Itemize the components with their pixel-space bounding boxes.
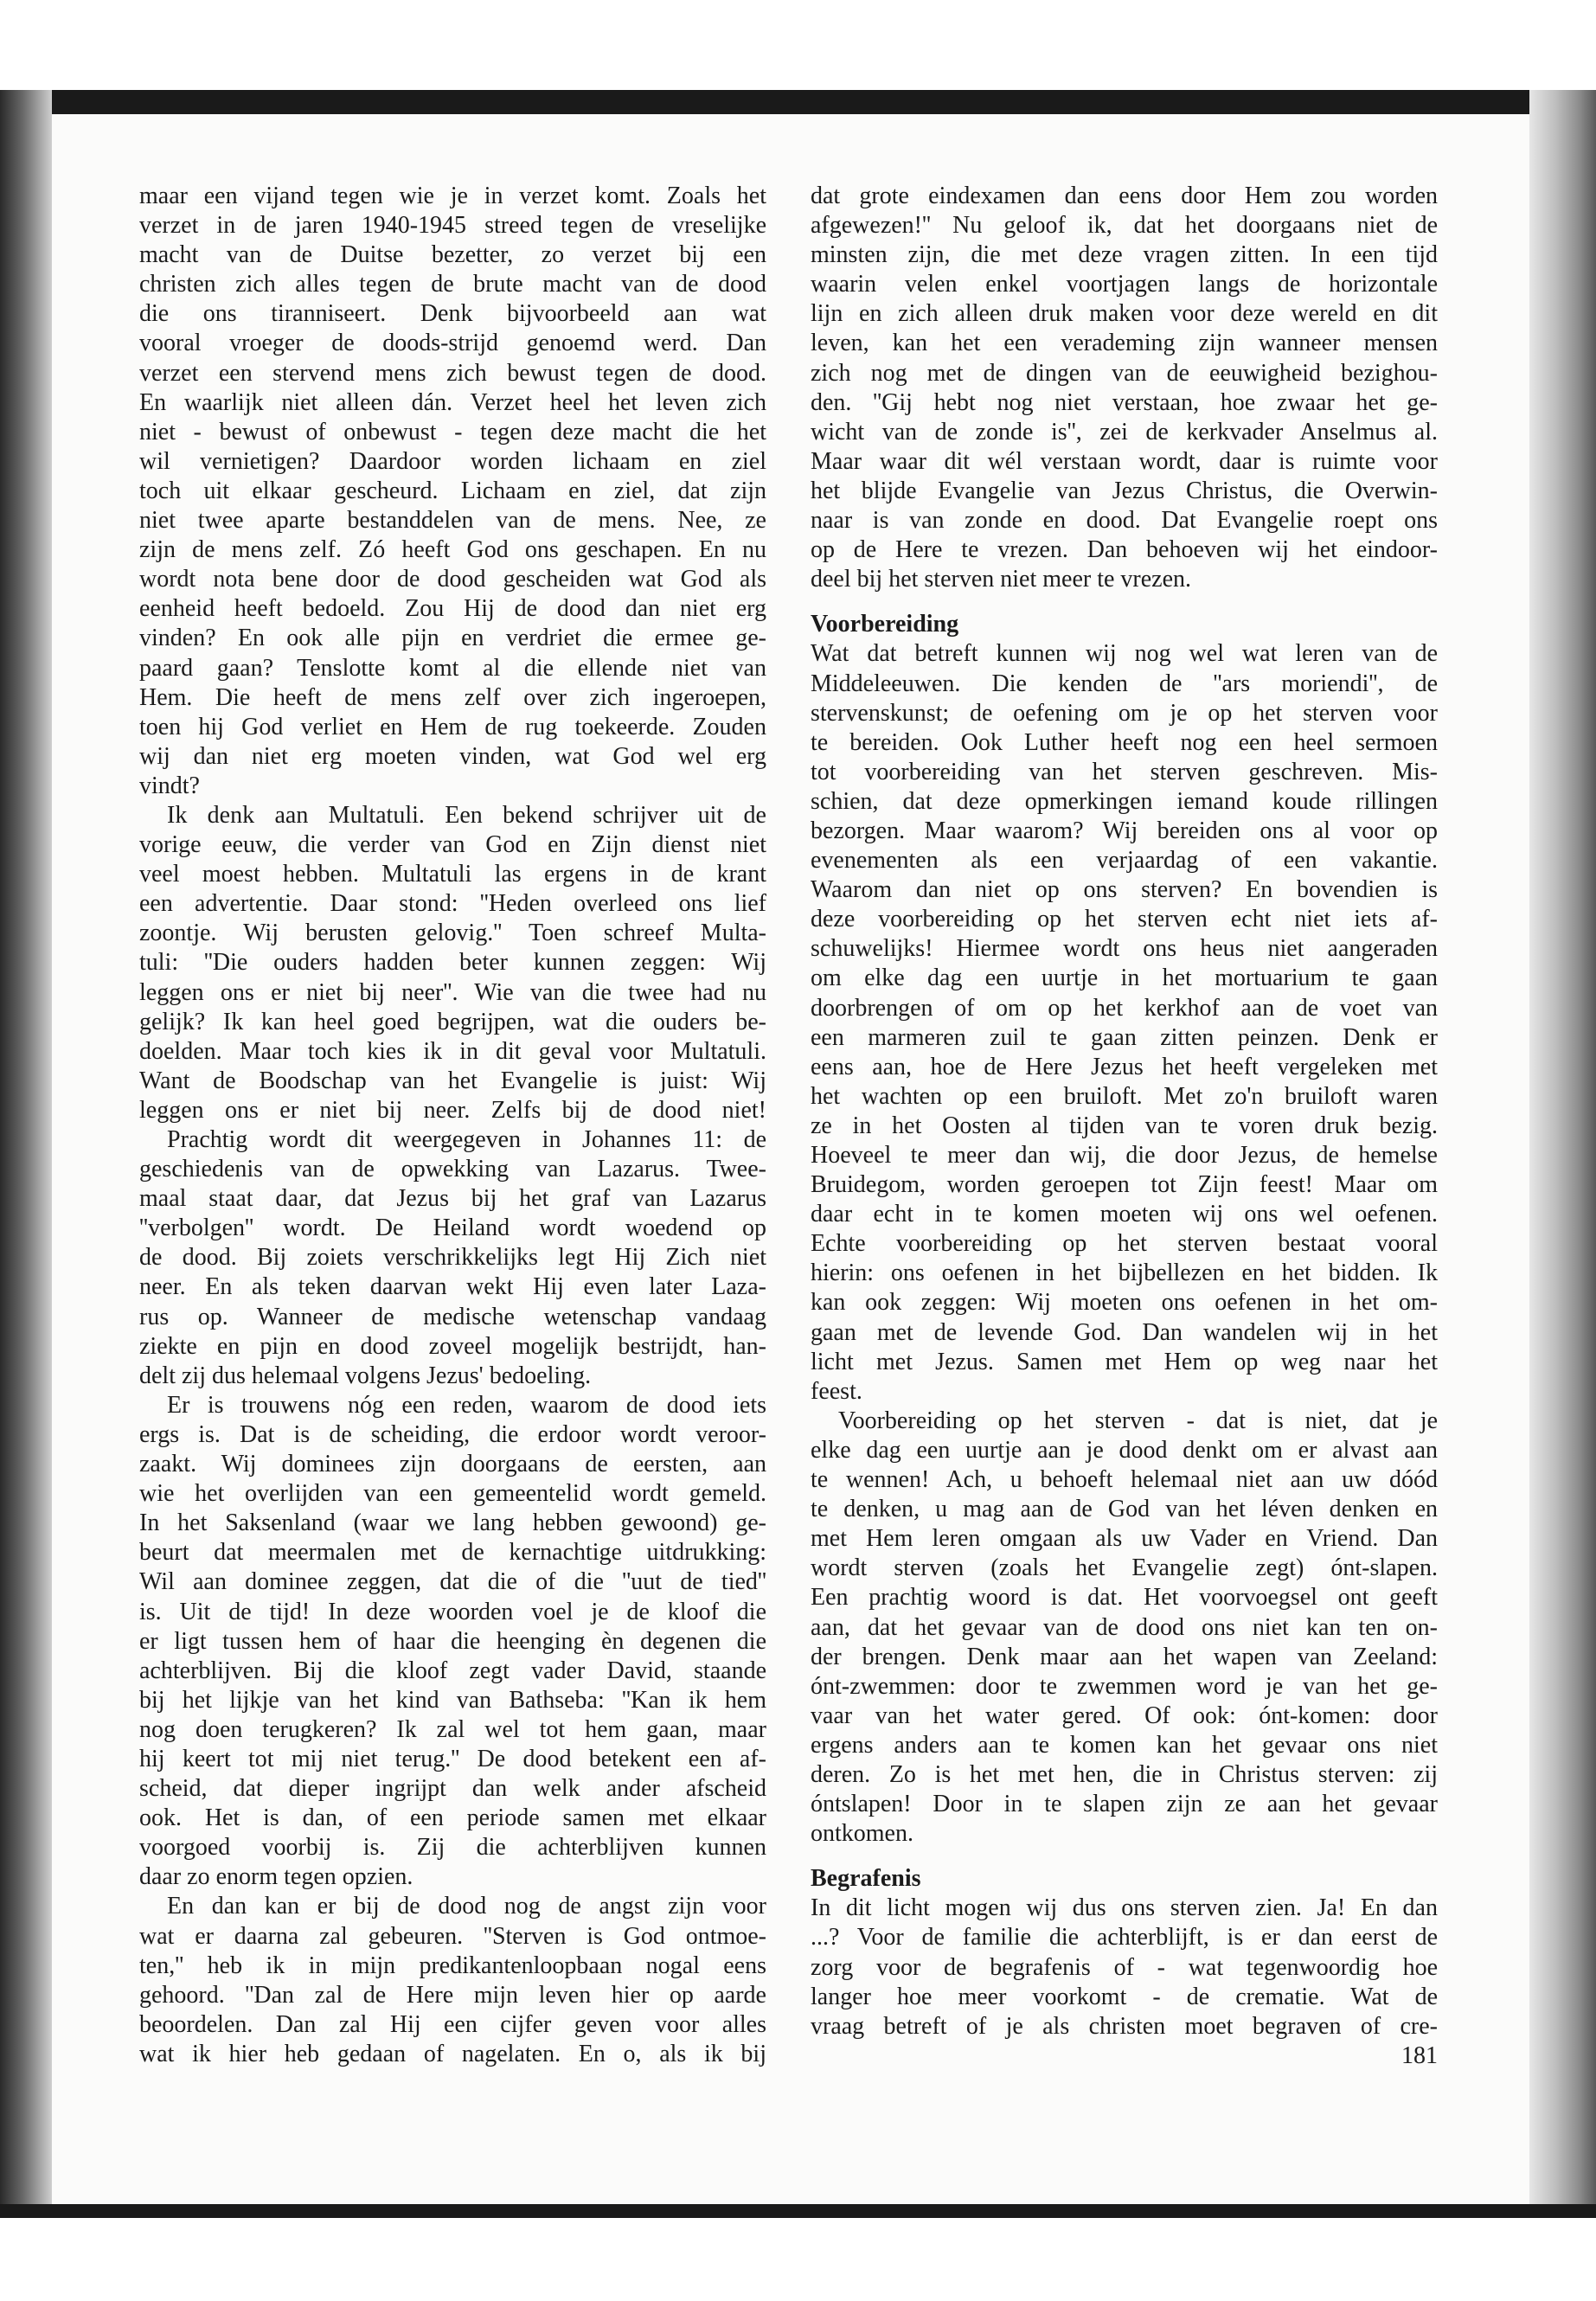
- text-line: rus op. Wanneer de medische wetenschap vandaag: [139, 1303, 766, 1330]
- text-line: niet - bewust of onbewust - tegen deze macht die het: [139, 418, 766, 445]
- text-line: christen zich alles tegen de brute macht van de dood: [139, 271, 766, 298]
- text-line: paard gaan? Tenslotte komt al die ellende niet van: [139, 654, 766, 682]
- text-line: En waarlijk niet alleen dán. Verzet heel het leven zich: [139, 388, 766, 416]
- text-line: Voorbereiding op het sterven - dat is niet, dat je: [838, 1407, 1438, 1434]
- scan-right-edge: [1529, 90, 1596, 2216]
- text-line: eens aan, hoe de Here Jezus het heeft vergeleken met: [811, 1053, 1438, 1080]
- text-line: schien, dat deze opmerkingen iemand koude rillingen: [811, 787, 1438, 815]
- text-line: die ons tiranniseert. Denk bijvoorbeeld aan wat: [139, 300, 766, 328]
- text-line: dat grote eindexamen dan eens door Hem zou worden: [811, 183, 1438, 209]
- text-line: Wil aan dominee zeggen, dat die of die ''uut de tied'': [139, 1568, 766, 1596]
- text-line: zich nog met de dingen van de eeuwigheid bezighou-: [811, 359, 1438, 387]
- text-line: toen hij God verliet en Hem de rug toekeerde. Zouden: [139, 713, 766, 740]
- text-line: leven, kan het een verademing zijn wanneer mensen: [811, 330, 1438, 357]
- text-line: Middeleeuwen. Die kenden de ''ars moriendi'', de: [811, 670, 1438, 697]
- text-line: naar is van zonde en dood. Dat Evangelie roept ons: [811, 507, 1438, 535]
- text-line: tot voorbereiding van het sterven geschreven. Mis-: [811, 758, 1438, 785]
- text-line: Wat dat betreft kunnen wij nog wel wat leren van de: [811, 640, 1438, 668]
- text-line: niet twee aparte bestanddelen van de mens. Nee, ze: [139, 507, 766, 535]
- text-line: minsten zijn, die met deze vragen zitten. In een tijd: [811, 241, 1438, 269]
- text-line: maal staat daar, dat Jezus bij het graf van Lazarus: [139, 1185, 766, 1213]
- text-line: zoontje. Wij berusten gelovig.'' Toen schreef Multa-: [139, 920, 766, 947]
- text-line: In het Saksenland (waar we lang hebben gewoond) ge-: [139, 1509, 766, 1537]
- text-line: vooral vroeger de doods-strijd genoemd werd. Dan: [139, 330, 766, 357]
- text-line: gelijk? Ik kan heel goed begrijpen, wat die ouders be-: [139, 1008, 766, 1035]
- text-line: daar echt in te komen moeten wij ons wel oefenen.: [811, 1201, 1438, 1228]
- text-line: te wennen! Ach, u behoeft helemaal niet aan uw dóód: [811, 1466, 1438, 1494]
- text-line: gaan met de levende God. Dan wandelen wij in het: [811, 1318, 1438, 1346]
- scan-left-edge: [0, 90, 52, 2216]
- text-line: Prachtig wordt dit weergegeven in Johannes 11: de: [167, 1126, 766, 1153]
- text-line: wat er daarna zal gebeuren. ''Sterven is God ontmoe-: [139, 1922, 766, 1950]
- text-line: doorbrengen of om op het kerkhof aan de voet van: [811, 994, 1438, 1022]
- text-line: een advertentie. Daar stond: ''Heden overleed ons lief: [139, 890, 766, 918]
- text-line: In dit licht mogen wij dus ons sterven zien. Ja! En dan: [811, 1894, 1438, 1922]
- text-line: er ligt tussen hem of haar die heenging èn degenen die: [139, 1627, 766, 1655]
- text-line: verzet een stervend mens zich bewust tegen de dood.: [139, 359, 766, 387]
- text-line: Waarom dan niet op ons sterven? En bovendien is: [811, 876, 1438, 904]
- text-line: ten,'' heb ik in mijn predikantenloopbaan nogal eens: [139, 1952, 766, 1979]
- text-line: bij het lijkje van het kind van Bathseba: ''Kan ik hem: [139, 1686, 766, 1714]
- text-line: voorgoed voorbij is. Zij die achterblijven kunnen: [139, 1834, 766, 1862]
- text-line: En dan kan er bij de dood nog de angst zijn voor: [167, 1893, 766, 1920]
- text-line: de dood. Bij zoiets verschrikkelijks legt Hij Zich niet: [139, 1244, 766, 1272]
- book-page: [52, 114, 1529, 2204]
- text-line: toch uit elkaar gescheurd. Lichaam en ziel, dat zijn: [139, 477, 766, 504]
- text-line: doelden. Maar toch kies ik in dit geval voor Multatuli.: [139, 1037, 766, 1065]
- text-line: afgewezen!'' Nu geloof ik, dat het doorgaans niet de: [811, 212, 1438, 240]
- text-line: wordt sterven (zoals het Evangelie zegt) ónt-slapen.: [811, 1554, 1438, 1582]
- text-line: Want de Boodschap van het Evangelie is juist: Wij: [139, 1067, 766, 1094]
- text-line: deel bij het sterven niet meer te vrezen.: [811, 566, 1192, 593]
- text-line: vaar van het water gered. Of ook: ónt-komen: door: [811, 1702, 1438, 1729]
- text-line: op de Here te vrezen. Dan behoeven wij het eindoor-: [811, 536, 1438, 564]
- text-line: wat ik hier heb gedaan of nagelaten. En o, als ik bij: [139, 2040, 766, 2067]
- text-line: feest.: [811, 1377, 862, 1405]
- text-line: eenheid heeft bedoeld. Zou Hij de dood dan niet erg: [139, 595, 766, 623]
- text-line: beoordelen. Dan zal Hij een cijfer geven voor alles: [139, 2010, 766, 2038]
- text-line: is. Uit de tijd! In deze woorden voel je de kloof die: [139, 1598, 766, 1625]
- text-line: Maar waar dit wél verstaan wordt, daar is ruimte voor: [811, 447, 1438, 475]
- text-line: gehoord. ''Dan zal de Here mijn leven hier op aarde: [139, 1981, 766, 2009]
- text-line: elke dag een uurtje aan je dood denkt om er alvast aan: [811, 1436, 1438, 1464]
- text-line: delt zij dus helemaal volgens Jezus' bedoeling.: [139, 1362, 592, 1389]
- text-line: te bereiden. Ook Luther heeft nog een heel sermoen: [811, 728, 1438, 756]
- text-line: daar zo enorm tegen opzien.: [139, 1863, 413, 1891]
- text-line: wie het overlijden van een gemeentelid wordt gemeld.: [139, 1480, 766, 1508]
- scan-top-edge: [0, 90, 1596, 114]
- text-line: schuwelijks! Hiermee wordt ons heus niet aangeraden: [811, 935, 1438, 963]
- text-line: leggen ons er niet bij neer''. Wie van die twee had nu: [139, 978, 766, 1006]
- text-line: maar een vijand tegen wie je in verzet komt. Zoals het: [139, 183, 766, 209]
- text-line: ...? Voor de familie die achterblijft, is er dan eerst de: [811, 1924, 1438, 1952]
- text-line: neer. En als teken daarvan wekt Hij even later Laza-: [139, 1273, 766, 1301]
- text-line: achterblijven. Bij die kloof zegt vader David, staande: [139, 1657, 766, 1684]
- text-line: ze in het Oosten al tijden van te voren druk bezig.: [811, 1112, 1438, 1139]
- section-heading: Voorbereiding: [811, 611, 959, 638]
- text-line: Hem. Die heeft de mens zelf over zich ingeroepen,: [139, 683, 766, 711]
- right-text-column: [811, 182, 1438, 2071]
- text-line: vindt?: [139, 772, 200, 799]
- text-line: wicht van de zonde is'', zei de kerkvader Anselmus al.: [811, 418, 1438, 445]
- text-line: zijn de mens zelf. Zó heeft God ons geschapen. En nu: [139, 536, 766, 564]
- text-line: vinden? En ook alle pijn en verdriet die ermee ge-: [139, 625, 766, 652]
- text-line: Ik denk aan Multatuli. Een bekend schrijver uit de: [167, 801, 766, 829]
- text-line: lijn en zich alleen druk maken voor deze wereld en dit: [811, 300, 1438, 328]
- text-line: ''verbolgen'' wordt. De Heiland wordt woedend op: [139, 1215, 766, 1242]
- text-line: deren. Zo is het met hen, die in Christus sterven: zij: [811, 1760, 1438, 1788]
- left-text-column: [139, 182, 766, 2069]
- text-line: ónt-zwemmen: door te zwemmen word je van het ge-: [811, 1672, 1438, 1700]
- text-line: vraag betreft of je als christen moet begraven of cre-: [811, 2012, 1438, 2040]
- text-line: veel moest hebben. Multatuli las ergens in de krant: [139, 861, 766, 888]
- text-line: een marmeren zuil te gaan zitten peinzen. Denk er: [811, 1023, 1438, 1051]
- text-line: langer hoe meer voorkomt - de crematie. Wat de: [811, 1983, 1438, 2010]
- text-line: Er is trouwens nóg een reden, waarom de dood iets: [167, 1391, 766, 1419]
- text-line: beurt dat meermalen met de kernachtige uitdrukking:: [139, 1539, 766, 1567]
- text-line: hierin: ons oefenen in het bijbellezen en het bidden. Ik: [811, 1259, 1438, 1287]
- text-line: der brengen. Denk maar aan het wapen van Zeeland:: [811, 1643, 1438, 1670]
- text-line: bezorgen. Maar waarom? Wij bereiden ons al voor op: [811, 817, 1438, 844]
- text-line: kan ook zeggen: Wij moeten ons oefenen in het om-: [811, 1289, 1438, 1317]
- text-line: vorige eeuw, die verder van God en Zijn dienst niet: [139, 831, 766, 859]
- text-line: aan, dat het gevaar van de dood ons niet kan ten on-: [811, 1613, 1438, 1641]
- text-line: wil vernietigen? Daardoor worden lichaam en ziel: [139, 447, 766, 475]
- text-line: geschiedenis van de opwekking van Lazarus. Twee-: [139, 1156, 766, 1183]
- text-line: scheid, dat dieper ingrijpt dan welk ander afscheid: [139, 1775, 766, 1803]
- text-line: ergens anders aan te komen kan het gevaar ons niet: [811, 1731, 1438, 1759]
- text-line: leggen ons er niet bij neer. Zelfs bij de dood niet!: [139, 1096, 766, 1124]
- text-line: Echte voorbereiding op het sterven bestaat vooral: [811, 1230, 1438, 1258]
- text-line: zorg voor de begrafenis of - wat tegenwoordig hoe: [811, 1953, 1438, 1981]
- text-line: ontkomen.: [811, 1820, 913, 1848]
- text-line: het wachten op een bruiloft. Met zo'n bruiloft waren: [811, 1082, 1438, 1110]
- text-line: wordt nota bene door de dood gescheiden wat God als: [139, 566, 766, 593]
- text-line: te denken, u mag aan de God van het léven denken en: [811, 1496, 1438, 1523]
- text-line: wij dan niet erg moeten vinden, wat God wel erg: [139, 742, 766, 770]
- page-number: 181: [1401, 2041, 1438, 2069]
- text-line: Een prachtig woord is dat. Het voorvoegsel ont geeft: [811, 1584, 1438, 1612]
- text-line: nog doen terugkeren? Ik zal wel tot hem gaan, maar: [139, 1715, 766, 1743]
- text-line: den. ''Gij hebt nog niet verstaan, hoe zwaar het ge-: [811, 388, 1438, 416]
- text-line: hij keert tot mij niet terug.'' De dood betekent een af-: [139, 1745, 766, 1772]
- text-line: ziekte en pijn en dood zoveel mogelijk bestrijdt, han-: [139, 1332, 766, 1360]
- text-line: met Hem leren omgaan als uw Vader en Vriend. Dan: [811, 1525, 1438, 1553]
- text-line: Hoeveel te meer dan wij, die door Jezus, de hemelse: [811, 1142, 1438, 1169]
- text-line: ook. Het is dan, of een periode samen met elkaar: [139, 1804, 766, 1832]
- text-line: macht van de Duitse bezetter, zo verzet bij een: [139, 241, 766, 269]
- text-line: waarin velen enkel voortjagen langs de horizontale: [811, 271, 1438, 298]
- text-line: stervenskunst; de oefening om je op het sterven voor: [811, 699, 1438, 727]
- text-line: óntslapen! Door in te slapen zijn ze aan het gevaar: [811, 1791, 1438, 1818]
- text-line: deze voorbereiding op het sterven echt niet iets af-: [811, 906, 1438, 933]
- text-line: licht met Jezus. Samen met Hem op weg naar het: [811, 1348, 1438, 1375]
- text-line: het blijde Evangelie van Jezus Christus, die Overwin-: [811, 477, 1438, 504]
- text-line: zaakt. Wij dominees zijn doorgaans de eersten, aan: [139, 1451, 766, 1478]
- section-heading: Begrafenis: [811, 1865, 921, 1893]
- scan-bottom-edge: [0, 2204, 1596, 2218]
- text-line: ergs is. Dat is de scheiding, die erdoor wordt veroor-: [139, 1420, 766, 1448]
- text-line: evenementen als een verjaardag of een vakantie.: [811, 847, 1438, 875]
- text-line: tuli: ''Die ouders hadden beter kunnen zeggen: Wij: [139, 949, 766, 977]
- text-line: verzet in de jaren 1940-1945 streed tegen de vreselijke: [139, 212, 766, 240]
- text-line: Bruidegom, worden geroepen tot Zijn feest! Maar om: [811, 1171, 1438, 1199]
- text-line: om elke dag een uurtje in het mortuarium te gaan: [811, 965, 1438, 992]
